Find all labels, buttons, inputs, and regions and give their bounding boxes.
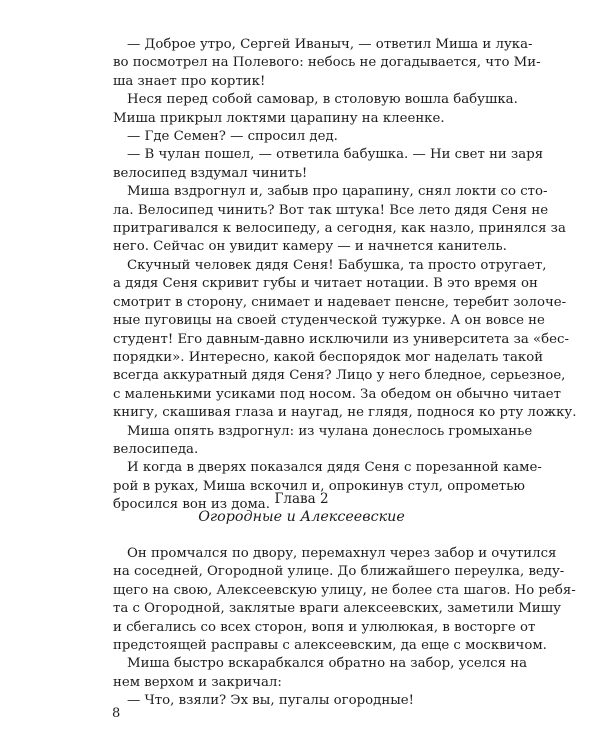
chapter-heading [113, 490, 490, 527]
text-line: И когда в дверях показался дядя Сеня с порезанной камe- [127, 460, 542, 476]
text-line: Неся перед собой самовар, в столовую вошла бабушка. [127, 92, 518, 108]
text-line: бросился вон из дома. [113, 497, 270, 513]
text-line: ша знает про кортик! [113, 73, 266, 89]
text-line: ные пуговицы на своей студенческой тужурке. А он вовсе не [113, 313, 545, 329]
text-line: та с Огородной, заклятые враги алексеевских, заметили Мишу [113, 601, 561, 617]
text-line: велосипед вздумал чинить! [113, 165, 308, 181]
paragraph [113, 146, 544, 183]
text-line: — В чулан пошел, — ответила бабушка. — Ни свет ни заря [127, 147, 544, 163]
text-block-2 [113, 545, 576, 711]
text-line: него. Сейчас он увидит камеру — и начнется канитель. [113, 239, 507, 255]
text-line: велосипеда. [113, 441, 199, 457]
text-line: щего на свою, Алексеевскую улицу, не более ста шагов. Но ребя- [113, 582, 576, 598]
text-line: — Доброе утро, Сергей Иваныч, — ответил Миша и лука- [127, 37, 533, 52]
paragraph [113, 545, 576, 655]
paragraph [113, 36, 541, 91]
text-line: рой в руках, Миша вскочил и, опрокинув стул, опрометью [113, 478, 525, 494]
paragraph [113, 183, 566, 257]
text-line: во посмотрел на Полевого: небось не догадывается, что Ми- [113, 55, 541, 71]
paragraph [113, 91, 518, 128]
chapter-number: Глава 2 [274, 491, 329, 507]
text-line: всегда аккуратный дядя Сеня? Лицо у него бледное, серьезное, [113, 368, 566, 384]
text-line: на соседней, Огородной улице. До ближайшего переулка, веду- [113, 564, 565, 580]
text-line: Миша быстро вскарабкался обратно на забор, уселся на [127, 656, 528, 672]
text-line: ла. Велосипед чинить? Вот так штука! Все лето дядя Сеня не [113, 202, 549, 218]
text-line: Миша вздрогнул и, забыв про царапину, снял локти со сто- [127, 184, 548, 200]
paragraph [113, 655, 528, 692]
text-line: с маленькими усиками под носом. За обедом он обычно читает [113, 386, 561, 402]
text-line: а дядя Сеня скривит губы и читает нотации. В это время он [113, 276, 538, 292]
paragraph [113, 692, 490, 710]
text-line: Он промчался по двору, перемахнул через забор и очутился [127, 546, 557, 561]
text-line: — Что, взяли? Эх вы, пугалы огородные! [127, 693, 415, 709]
text-line: и сбегались со всех сторон, вопя и улюлюкая, в восторге от [113, 619, 536, 635]
text-block-1 [113, 36, 577, 515]
text-line: Миша опять вздрогнул: из чулана донеслось громыханье [127, 423, 533, 439]
text-line: предстоящей расправы с алексеевским, да еще с москвичом. [113, 638, 547, 654]
text-line: студент! Его давным-давно исключили из университета за «бес- [113, 331, 569, 347]
text-line: притрагивался к велосипеду, а сегодня, как назло, принялся за [113, 221, 566, 237]
paragraph [113, 128, 490, 146]
text-line: порядки». Интересно, какой беспорядок мог наделать такой [113, 349, 544, 365]
text-line: нем верхом и закричал: [113, 674, 282, 690]
paragraph [113, 423, 533, 460]
text-line: Миша прикрыл локтями царапину на клеенке. [113, 110, 445, 126]
text-line: — Где Семен? — спросил дед. [127, 129, 338, 145]
text-line: книгу, скашивая глаза и наугад, не глядя, поднося ко рту ложку. [113, 405, 577, 421]
chapter-title: Огородные и Алексеевские [198, 509, 405, 525]
paragraph [113, 257, 577, 423]
text-line: смотрит в сторону, снимает и надевает пенсне, теребит золоче- [113, 294, 567, 310]
page-number: 8 [112, 706, 121, 721]
text-line: Скучный человек дядя Сеня! Бабушка, та просто отругает, [127, 257, 547, 273]
